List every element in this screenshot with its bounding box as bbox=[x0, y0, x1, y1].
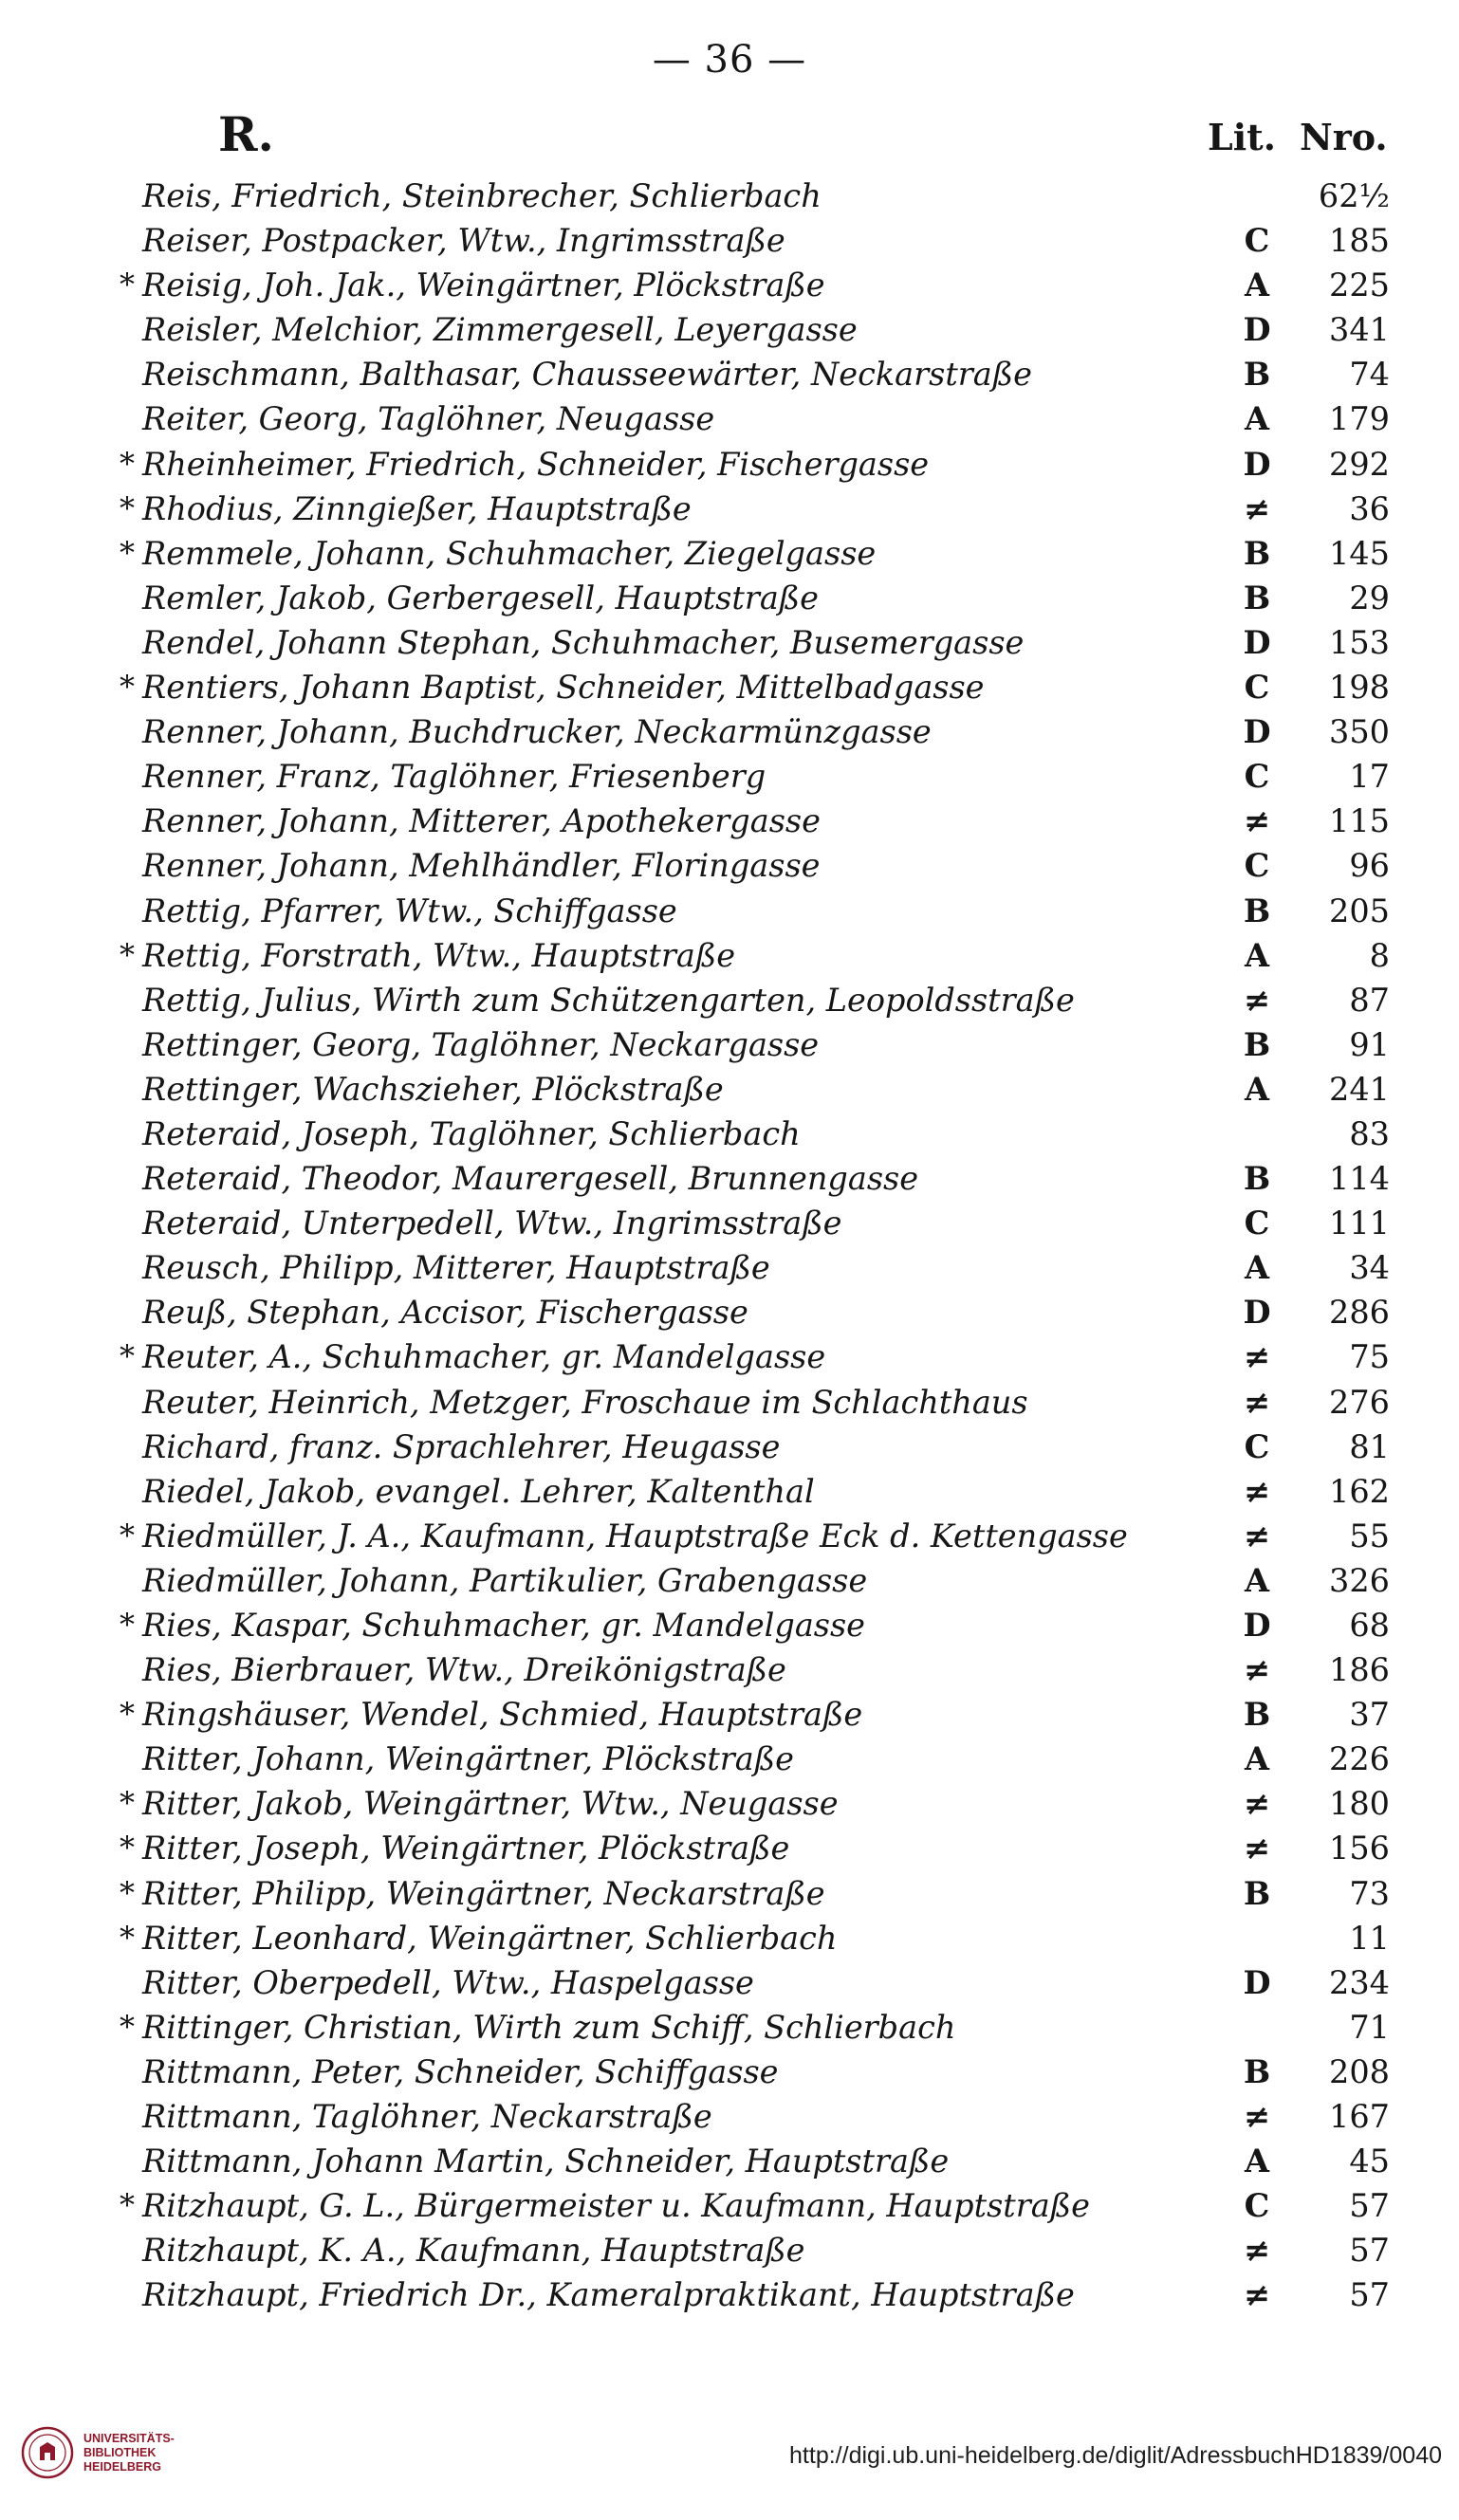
directory-entry bbox=[114, 709, 1404, 754]
entry-lit: D bbox=[1243, 1963, 1271, 2001]
entry-asterisk-marker: * bbox=[120, 489, 135, 526]
entry-lit: B bbox=[1243, 1025, 1271, 1063]
entry-nro: 34 bbox=[1349, 1249, 1390, 1287]
entry-nro: 156 bbox=[1329, 1830, 1390, 1867]
directory-entry bbox=[114, 1781, 1404, 1826]
directory-entry bbox=[114, 307, 1404, 352]
entry-text: Rettig, Pfarrer, Wtw., Schiffgasse bbox=[142, 892, 677, 929]
page-number: — 36 — bbox=[652, 38, 807, 82]
entry-lit: ≠ bbox=[1243, 802, 1271, 840]
directory-entry bbox=[114, 1380, 1404, 1425]
entry-lit: B bbox=[1243, 892, 1271, 929]
entry-nro: 326 bbox=[1329, 1561, 1390, 1599]
entry-lit: ≠ bbox=[1243, 1383, 1271, 1421]
entry-nro: 208 bbox=[1329, 2052, 1390, 2090]
entry-text: Remmele, Johann, Schuhmacher, Ziegelgasse bbox=[142, 534, 877, 572]
entry-nro: 186 bbox=[1329, 1651, 1390, 1689]
entry-nro: 91 bbox=[1349, 1025, 1390, 1063]
entry-asterisk-marker: * bbox=[120, 1696, 135, 1733]
directory-entry bbox=[114, 2050, 1404, 2094]
directory-entry bbox=[114, 352, 1404, 396]
entry-lit: B bbox=[1243, 534, 1271, 572]
entry-nro: 226 bbox=[1329, 1740, 1390, 1778]
entry-text: Rentiers, Johann Baptist, Schneider, Mittelbadgasse bbox=[142, 669, 985, 707]
entry-nro: 341 bbox=[1329, 311, 1390, 349]
university-seal-icon bbox=[21, 2426, 74, 2479]
entry-text: Reuß, Stephan, Accisor, Fischergasse bbox=[142, 1294, 748, 1332]
directory-entry bbox=[114, 1826, 1404, 1870]
directory-entry bbox=[114, 1514, 1404, 1558]
entry-lit: ≠ bbox=[1243, 2098, 1271, 2136]
entry-lit: A bbox=[1245, 1249, 1269, 1287]
entry-nro: 57 bbox=[1349, 2276, 1390, 2314]
entry-lit: ≠ bbox=[1243, 981, 1271, 1019]
entry-lit: D bbox=[1243, 1294, 1271, 1332]
entry-lit: C bbox=[1244, 1205, 1270, 1242]
entry-text: Renner, Franz, Taglöhner, Friesenberg bbox=[142, 758, 766, 796]
entry-lit: C bbox=[1244, 2187, 1270, 2225]
entry-text: Reusch, Philipp, Mitterer, Hauptstraße bbox=[142, 1249, 770, 1287]
entry-text: Reuter, A., Schuhmacher, gr. Mandelgasse bbox=[142, 1338, 826, 1376]
entry-nro: 198 bbox=[1329, 669, 1390, 707]
entry-nro: 115 bbox=[1329, 802, 1390, 840]
entry-nro: 74 bbox=[1349, 356, 1390, 394]
directory-entry bbox=[114, 2139, 1404, 2183]
directory-entry bbox=[114, 2272, 1404, 2317]
entry-text: Reiter, Georg, Taglöhner, Neugasse bbox=[142, 400, 715, 438]
entry-text: Rhodius, Zinngießer, Hauptstraße bbox=[142, 489, 692, 527]
directory-entry bbox=[114, 1425, 1404, 1469]
entry-lit: C bbox=[1244, 847, 1270, 885]
directory-entry bbox=[114, 1692, 1404, 1737]
entry-lit: C bbox=[1244, 1427, 1270, 1465]
directory-entry bbox=[114, 665, 1404, 709]
entry-text: Rettinger, Georg, Taglöhner, Neckargasse bbox=[142, 1025, 820, 1063]
entry-lit: A bbox=[1245, 1740, 1269, 1778]
entry-asterisk-marker: * bbox=[120, 1919, 135, 1956]
entry-nro: 286 bbox=[1329, 1294, 1390, 1332]
entry-text: Rittmann, Peter, Schneider, Schiffgasse bbox=[142, 2052, 779, 2090]
entry-nro: 162 bbox=[1329, 1472, 1390, 1510]
entry-text: Reisler, Melchior, Zimmergesell, Leyergasse bbox=[142, 311, 858, 349]
entry-nro: 68 bbox=[1349, 1607, 1390, 1644]
entry-text: Ringshäuser, Wendel, Schmied, Hauptstraße bbox=[142, 1696, 863, 1734]
library-name-line: BIBLIOTHEK bbox=[83, 2446, 157, 2459]
entry-nro: 36 bbox=[1349, 489, 1390, 527]
entry-lit: ≠ bbox=[1243, 489, 1271, 527]
entry-asterisk-marker: * bbox=[120, 936, 135, 973]
entry-text: Reteraid, Unterpedell, Wtw., Ingrimsstraße bbox=[142, 1205, 842, 1242]
entry-text: Ritter, Joseph, Weingärtner, Plöckstraße bbox=[142, 1830, 790, 1867]
entry-asterisk-marker: * bbox=[120, 445, 135, 482]
directory-entry bbox=[114, 1916, 1404, 1960]
library-name-line: HEIDELBERG bbox=[83, 2460, 161, 2474]
entry-lit: A bbox=[1245, 1561, 1269, 1599]
library-name bbox=[83, 2432, 175, 2474]
entry-asterisk-marker: * bbox=[120, 2008, 135, 2045]
entry-nro: 11 bbox=[1349, 1919, 1390, 1957]
directory-entry bbox=[114, 754, 1404, 799]
entry-text: Reisig, Joh. Jak., Weingärtner, Plöckstraße bbox=[142, 267, 825, 304]
entry-text: Riedmüller, J. A., Kaufmann, Hauptstraße Eck d. Kettengasse bbox=[142, 1517, 1128, 1554]
entry-nro: 83 bbox=[1349, 1114, 1390, 1152]
entry-text: Rettig, Julius, Wirth zum Schützengarten, Leopoldsstraße bbox=[142, 981, 1075, 1019]
entry-nro: 37 bbox=[1349, 1696, 1390, 1734]
directory-entry bbox=[114, 1603, 1404, 1647]
directory-entry bbox=[114, 1156, 1404, 1201]
directory-entry bbox=[114, 1469, 1404, 1514]
entry-text: Ritzhaupt, Friedrich Dr., Kameralpraktikant, Hauptstraße bbox=[142, 2276, 1075, 2314]
entry-text: Reuter, Heinrich, Metzger, Froschaue im Schlachthaus bbox=[142, 1383, 1028, 1421]
entry-nro: 241 bbox=[1329, 1070, 1390, 1108]
directory-entry bbox=[114, 1960, 1404, 2005]
directory-entry bbox=[114, 799, 1404, 843]
directory-entry bbox=[114, 978, 1404, 1022]
entry-lit: ≠ bbox=[1243, 1338, 1271, 1376]
entry-nro: 55 bbox=[1349, 1517, 1390, 1554]
entry-nro: 276 bbox=[1329, 1383, 1390, 1421]
directory-entry bbox=[114, 442, 1404, 487]
directory-entry bbox=[114, 2005, 1404, 2050]
entry-asterisk-marker: * bbox=[120, 1517, 135, 1554]
entry-text: Reteraid, Theodor, Maurergesell, Brunnengasse bbox=[142, 1160, 919, 1198]
entry-lit: B bbox=[1243, 1696, 1271, 1734]
entry-nro: 225 bbox=[1329, 267, 1390, 304]
directory-entry bbox=[114, 174, 1404, 218]
entry-text: Ries, Kaspar, Schuhmacher, gr. Mandelgasse bbox=[142, 1607, 865, 1644]
directory-entry bbox=[114, 1112, 1404, 1156]
entry-text: Ritter, Oberpedell, Wtw., Haspelgasse bbox=[142, 1963, 754, 2001]
entry-nro: 153 bbox=[1329, 623, 1390, 661]
section-letter: R. bbox=[218, 106, 274, 162]
entry-nro: 185 bbox=[1329, 222, 1390, 260]
directory-entry bbox=[114, 843, 1404, 888]
entry-nro: 45 bbox=[1349, 2143, 1390, 2180]
directory-entry bbox=[114, 1067, 1404, 1112]
entry-text: Ries, Bierbrauer, Wtw., Dreikönigstraße bbox=[142, 1651, 786, 1689]
directory-entry bbox=[114, 1558, 1404, 1603]
entry-nro: 114 bbox=[1329, 1160, 1390, 1198]
entry-text: Riedel, Jakob, evangel. Lehrer, Kaltenthal bbox=[142, 1472, 815, 1510]
entry-nro: 292 bbox=[1329, 445, 1390, 483]
entry-nro: 73 bbox=[1349, 1874, 1390, 1912]
entry-lit: D bbox=[1243, 1607, 1271, 1644]
entry-text: Ritzhaupt, G. L., Bürgermeister u. Kaufmann, Hauptstraße bbox=[142, 2187, 1090, 2225]
entry-text: Reischmann, Balthasar, Chausseewärter, Neckarstraße bbox=[142, 356, 1032, 394]
entry-lit: ≠ bbox=[1243, 1830, 1271, 1867]
entry-nro: 8 bbox=[1369, 936, 1390, 974]
entry-lit: B bbox=[1243, 579, 1271, 616]
directory-entry bbox=[114, 1201, 1404, 1245]
entry-asterisk-marker: * bbox=[120, 534, 135, 571]
directory-entry bbox=[114, 2094, 1404, 2139]
entry-nro: 62½ bbox=[1318, 177, 1390, 214]
entry-asterisk-marker: * bbox=[120, 1607, 135, 1643]
directory-entry bbox=[114, 263, 1404, 307]
source-url-link[interactable]: http://digi.ub.uni-heidelberg.de/diglit/AdressbuchHD1839/0040 bbox=[789, 2442, 1442, 2469]
entry-lit: D bbox=[1243, 623, 1271, 661]
entry-text: Rittinger, Christian, Wirth zum Schiff, Schlierbach bbox=[142, 2008, 956, 2046]
directory-entry bbox=[114, 1334, 1404, 1379]
entry-nro: 81 bbox=[1349, 1427, 1390, 1465]
entry-nro: 75 bbox=[1349, 1338, 1390, 1376]
entry-lit: A bbox=[1245, 1070, 1269, 1108]
entry-text: Renner, Johann, Mitterer, Apothekergasse bbox=[142, 802, 821, 840]
entry-lit: D bbox=[1243, 311, 1271, 349]
entry-nro: 167 bbox=[1329, 2098, 1390, 2136]
entry-lit: D bbox=[1243, 713, 1271, 751]
entry-lit: ≠ bbox=[1243, 1517, 1271, 1554]
entry-nro: 29 bbox=[1349, 579, 1390, 616]
directory-entry bbox=[114, 576, 1404, 620]
entry-nro: 179 bbox=[1329, 400, 1390, 438]
entry-text: Rittmann, Taglöhner, Neckarstraße bbox=[142, 2098, 712, 2136]
entry-text: Richard, franz. Sprachlehrer, Heugasse bbox=[142, 1427, 781, 1465]
entry-lit: D bbox=[1243, 445, 1271, 483]
entry-text: Riedmüller, Johann, Partikulier, Grabengasse bbox=[142, 1561, 868, 1599]
entry-text: Ritzhaupt, K. A., Kaufmann, Hauptstraße bbox=[142, 2232, 805, 2270]
directory-entry bbox=[114, 396, 1404, 441]
entry-text: Ritter, Johann, Weingärtner, Plöckstraße bbox=[142, 1740, 794, 1778]
entry-lit: A bbox=[1245, 936, 1269, 974]
directory-entry bbox=[114, 1290, 1404, 1334]
entry-text: Renner, Johann, Buchdrucker, Neckarmünzgasse bbox=[142, 713, 932, 751]
entry-lit: C bbox=[1244, 758, 1270, 796]
entry-asterisk-marker: * bbox=[120, 1338, 135, 1375]
directory-entry bbox=[114, 2183, 1404, 2228]
directory-entry bbox=[114, 2228, 1404, 2272]
column-header-lit: Lit. bbox=[1208, 116, 1276, 158]
library-logo[interactable] bbox=[21, 2426, 201, 2483]
directory-entry bbox=[114, 1737, 1404, 1781]
entry-text: Renner, Johann, Mehlhändler, Floringasse bbox=[142, 847, 821, 885]
entry-nro: 205 bbox=[1329, 892, 1390, 929]
entry-text: Remler, Jakob, Gerbergesell, Hauptstraße bbox=[142, 579, 820, 616]
directory-entry bbox=[114, 1647, 1404, 1692]
directory-entry bbox=[114, 1871, 1404, 1916]
entry-text: Reiser, Postpacker, Wtw., Ingrimsstraße bbox=[142, 222, 785, 260]
entry-lit: ≠ bbox=[1243, 1472, 1271, 1510]
entry-nro: 71 bbox=[1349, 2008, 1390, 2046]
entry-text: Rendel, Johann Stephan, Schuhmacher, Busemergasse bbox=[142, 623, 1025, 661]
entry-lit: B bbox=[1243, 1874, 1271, 1912]
entry-lit: A bbox=[1245, 400, 1269, 438]
entry-text: Ritter, Philipp, Weingärtner, Neckarstraße bbox=[142, 1874, 825, 1912]
directory-entry bbox=[114, 933, 1404, 978]
entry-nro: 350 bbox=[1329, 713, 1390, 751]
entry-asterisk-marker: * bbox=[120, 669, 135, 706]
entry-nro: 111 bbox=[1329, 1205, 1390, 1242]
entry-lit: B bbox=[1243, 2052, 1271, 2090]
directory-entry bbox=[114, 889, 1404, 933]
entry-text: Rettinger, Wachszieher, Plöckstraße bbox=[142, 1070, 724, 1108]
entry-nro: 96 bbox=[1349, 847, 1390, 885]
entry-text: Ritter, Jakob, Weingärtner, Wtw., Neugasse bbox=[142, 1785, 839, 1823]
entry-nro: 234 bbox=[1329, 1963, 1390, 2001]
entry-lit: ≠ bbox=[1243, 2276, 1271, 2314]
entry-asterisk-marker: * bbox=[120, 267, 135, 304]
entry-lit: C bbox=[1244, 222, 1270, 260]
entry-nro: 87 bbox=[1349, 981, 1390, 1019]
entry-asterisk-marker: * bbox=[120, 2187, 135, 2224]
directory-entry bbox=[114, 1245, 1404, 1290]
entry-text: Ritter, Leonhard, Weingärtner, Schlierbach bbox=[142, 1919, 838, 1957]
entry-nro: 17 bbox=[1349, 758, 1390, 796]
entry-text: Rettig, Forstrath, Wtw., Hauptstraße bbox=[142, 936, 736, 974]
entry-lit: ≠ bbox=[1243, 2232, 1271, 2270]
entry-lit: ≠ bbox=[1243, 1651, 1271, 1689]
entry-text: Rittmann, Johann Martin, Schneider, Hauptstraße bbox=[142, 2143, 950, 2180]
library-name-line: UNIVERSITÄTS- bbox=[83, 2432, 175, 2445]
directory-entry bbox=[114, 531, 1404, 576]
column-header-nro: Nro. bbox=[1300, 116, 1388, 158]
entry-lit: A bbox=[1245, 267, 1269, 304]
entry-lit: B bbox=[1243, 356, 1271, 394]
directory-entries bbox=[114, 174, 1404, 2318]
column-header-row bbox=[209, 106, 1393, 163]
entry-text: Rheinheimer, Friedrich, Schneider, Fischergasse bbox=[142, 445, 930, 483]
entry-nro: 57 bbox=[1349, 2187, 1390, 2225]
entry-lit: ≠ bbox=[1243, 1785, 1271, 1823]
entry-lit: A bbox=[1245, 2143, 1269, 2180]
entry-lit: C bbox=[1244, 669, 1270, 707]
entry-text: Reteraid, Joseph, Taglöhner, Schlierbach bbox=[142, 1114, 801, 1152]
entry-nro: 145 bbox=[1329, 534, 1390, 572]
directory-entry bbox=[114, 218, 1404, 263]
directory-entry bbox=[114, 620, 1404, 665]
entry-asterisk-marker: * bbox=[120, 1830, 135, 1867]
entry-nro: 57 bbox=[1349, 2232, 1390, 2270]
directory-entry bbox=[114, 1022, 1404, 1067]
entry-asterisk-marker: * bbox=[120, 1785, 135, 1822]
entry-lit: B bbox=[1243, 1160, 1271, 1198]
directory-entry bbox=[114, 487, 1404, 531]
entry-nro: 180 bbox=[1329, 1785, 1390, 1823]
entry-text: Reis, Friedrich, Steinbrecher, Schlierbach bbox=[142, 177, 822, 214]
entry-asterisk-marker: * bbox=[120, 1874, 135, 1911]
